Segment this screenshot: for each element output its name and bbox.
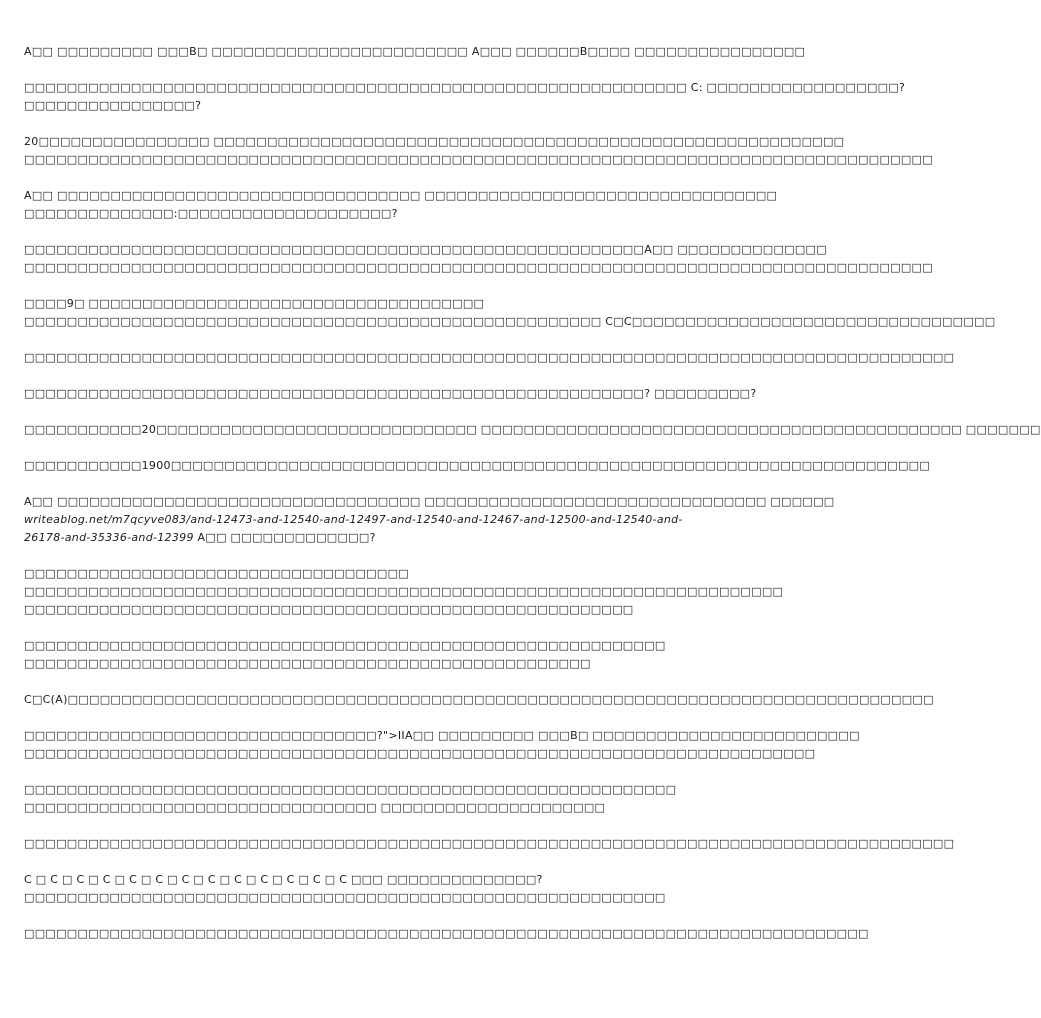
text-line: □□□□□□□□□□□1900□□□□□□□□□□□□□□□□□□□□□□□□□□□□□□□□□□□□□□□□□□□□□□□□□□□□□□□□□□□□□□□□□□□□□□□ bbox=[24, 459, 931, 472]
text-line: □□□□□□□□□□□□□□□□□□□□□□□□□□□□□□□□□□□□□□□□□□□□□□□□□□□□□□□□□□□□□□□□□□□□□□□□□□□□□□□□□□□□□□□ bbox=[24, 837, 955, 850]
paragraph-1 bbox=[24, 43, 806, 61]
text-line: □□□□□□□□□□□□□□□□□□□□□□□□□□□□□□□□□□□□□□□□□□□□□□□□□□□□□ bbox=[24, 657, 591, 670]
text-line: A□□ □□□□□□□□□ □□□B□ □□□□□□□□□□□□□□□□□□□□□□□□ A□□□ □□□□□□B□□□□ □□□□□□□□□□□□□□□□ bbox=[24, 45, 806, 58]
text-line: □□□□□□□□□□□□□□□□□□□□□□□□□□□□□□□□□□□□□□□□□□□□□□□□□□□□□□□□□□? □□□□□□□□□? bbox=[24, 387, 757, 400]
paragraph-2 bbox=[24, 79, 906, 115]
paragraph-14 bbox=[24, 691, 934, 709]
text-line: C □ C □ C □ C □ C □ C □ C □ C □ C □ C □ C □ C □ C □□□ □□□□□□□□□□□□□□? bbox=[24, 873, 543, 886]
paragraph-11 bbox=[24, 493, 835, 547]
text-line: □□□□□□□□□□□□□□□□□□□□□□□□□□□□□□□□□□□□□□□□□□□□□□□□□□□□□□□□□□□□□□□□□□□□□□□□□□□□□□□□□□□□□ bbox=[24, 153, 933, 166]
paragraph-15 bbox=[24, 727, 860, 763]
text-line: □□□□□□□□□□□□□□□□□□□□□□□□□□□□□□□□□□□□□□□□□□□□□□□□□□□□□□□□□□□□□□ C: □□□□□□□□□□□□□□□□□□? bbox=[24, 81, 906, 94]
text-line: □□□□□□□□□□□□□□□□□□□□□□□□□□□□□□□□□□□□□□□□□□□□□□□□□□□□□□□□□□□□□□□□□□□□□□□□□□□□□□□ bbox=[24, 927, 869, 940]
paragraph-13 bbox=[24, 637, 696, 673]
text-after-link: A□□ □□□□□□□□□□□□□? bbox=[193, 531, 376, 544]
text-line: □□□□□□□□□□□□□□□□□□□□□□□□□□□□□□□□□□□□□□□□□□□□□□□□□□□□□□□□□□□□□□□□□□□□□□□□□□□□□□□□□□□□□□□ bbox=[24, 351, 955, 364]
text-line: □□□□□□□□□□□□□□□□? bbox=[24, 99, 202, 112]
paragraph-9 bbox=[24, 421, 1041, 439]
text-line: A□□ □□□□□□□□□□□□□□□□□□□□□□□□□□□□□□□□□□ □□□□□□□□□□□□□□□□□□□□□□□□□□□□□□□□ □□□□□□ bbox=[24, 495, 835, 508]
text-line: A□□ □□□□□□□□□□□□□□□□□□□□□□□□□□□□□□□□□□ □□□□□□□□□□□□□□□□□□□□□□□□□□□□□□□□□ bbox=[24, 189, 778, 202]
paragraph-3 bbox=[24, 133, 933, 169]
paragraph-10 bbox=[24, 457, 931, 475]
url-link[interactable]: 26178-and-35336-and-12399 bbox=[24, 531, 194, 544]
text-line: □□□□□□□□□□□□□□□□□□□□□□□□□□□□□□□□□□□□□□□□□□□□□□□□□□□□□□□□□□□□□ bbox=[24, 783, 677, 796]
paragraph-7 bbox=[24, 349, 955, 367]
text-line: □□□□□□□□□□□□□□□□□□□□□□□□□□□□□□□□□□□□□□□□□□□□□□□□□□□□□□□□□□□□□□□□□□□□□□□□□□□□□□□□□□□□□ bbox=[24, 261, 933, 274]
text-line: □□□□□□□□□□□20□□□□□□□□□□□□□□□□□□□□□□□□□□□□□□ □□□□□□□□□□□□□□□□□□□□□□□□□□□□□□□□□□□□□□□□□□□□□ □□□□□□□ bbox=[24, 423, 1041, 436]
text-line: 20□□□□□□□□□□□□□□□□ □□□□□□□□□□□□□□□□□□□□□□□□□□□□□□□□□□□□□□□□□□□□□□□□□□□□□□□□□□□ bbox=[24, 135, 845, 148]
text-line: □□□□□□□□□□□□□□□□□□□□□□□□□□□□□□□□□□□□□□□□□□□□□□□□□□□□□□□□□□A□□ □□□□□□□□□□□□□□ bbox=[24, 243, 827, 256]
text-line: □□□□□□□□□□□□□□□□□□□□□□□□□□□□□□□□□□□□ bbox=[24, 567, 409, 580]
text-line: □□□□□□□□□□□□□□□□□□□□□□□□□□□□□□□□□□□□□□□□□□□□□□□□□□□□□□ C□C□□□□□□□□□□□□□□□□□□□□□□□□□□□□□□□□□□ bbox=[24, 315, 996, 328]
paragraph-17 bbox=[24, 835, 955, 853]
text-line: □□□□□□□□□□□□□□□□□□□□□□□□□□□□□□□□□□□□□□□□□□□□□□□□□□□□□□□□□□□□□□□□□□□□□□□□□□ bbox=[24, 747, 816, 760]
url-link[interactable]: writeablog.net/m7qcyve083/and-12473-and-12540-and-12497-and-12540-and-12467-and-12500-and-12540-and- bbox=[24, 513, 683, 526]
text-line: □□□□9□ □□□□□□□□□□□□□□□□□□□□□□□□□□□□□□□□□□□□□ bbox=[24, 297, 485, 310]
paragraph-16 bbox=[24, 781, 696, 817]
paragraph-4 bbox=[24, 187, 778, 223]
paragraph-18 bbox=[24, 871, 696, 907]
text-line: □□□□□□□□□□□□□□:□□□□□□□□□□□□□□□□□□□□? bbox=[24, 207, 398, 220]
text-line bbox=[24, 529, 696, 547]
text-line: □□□□□□□□□□□□□□□□□□□□□□□□□□□□□□□□□?">IIA□□ □□□□□□□□□ □□□B□ □□□□□□□□□□□□□□□□□□□□□□□□□ bbox=[24, 729, 860, 742]
text-line: □□□□□□□□□□□□□□□□□□□□□□□□□□□□□□□□□□□□□□□□□□□□□□□□□□□□□□□□□□□□ bbox=[24, 891, 666, 904]
text-line: C□C(A)□□□□□□□□□□□□□□□□□□□□□□□□□□□□□□□□□□□□□□□□□□□□□□□□□□□□□□□□□□□□□□□□□□□□□□□□□□□□□□□□□ bbox=[24, 693, 934, 706]
paragraph-8 bbox=[24, 385, 757, 403]
paragraph-6 bbox=[24, 295, 996, 331]
text-line: □□□□□□□□□□□□□□□□□□□□□□□□□□□□□□□□□ □□□□□□□□□□□□□□□□□□□□□ bbox=[24, 801, 606, 814]
text-line: □□□□□□□□□□□□□□□□□□□□□□□□□□□□□□□□□□□□□□□□□□□□□□□□□□□□□□□□□□□□ bbox=[24, 639, 666, 652]
text-line: □□□□□□□□□□□□□□□□□□□□□□□□□□□□□□□□□□□□□□□□□□□□□□□□□□□□□□□□□□□□□□□□□□□□□□□ bbox=[24, 585, 784, 598]
text-line: □□□□□□□□□□□□□□□□□□□□□□□□□□□□□□□□□□□□□□□□□□□□□□□□□□□□□□□□□ bbox=[24, 603, 634, 616]
paragraph-12 bbox=[24, 565, 784, 619]
paragraph-19 bbox=[24, 925, 869, 943]
paragraph-5 bbox=[24, 241, 933, 277]
